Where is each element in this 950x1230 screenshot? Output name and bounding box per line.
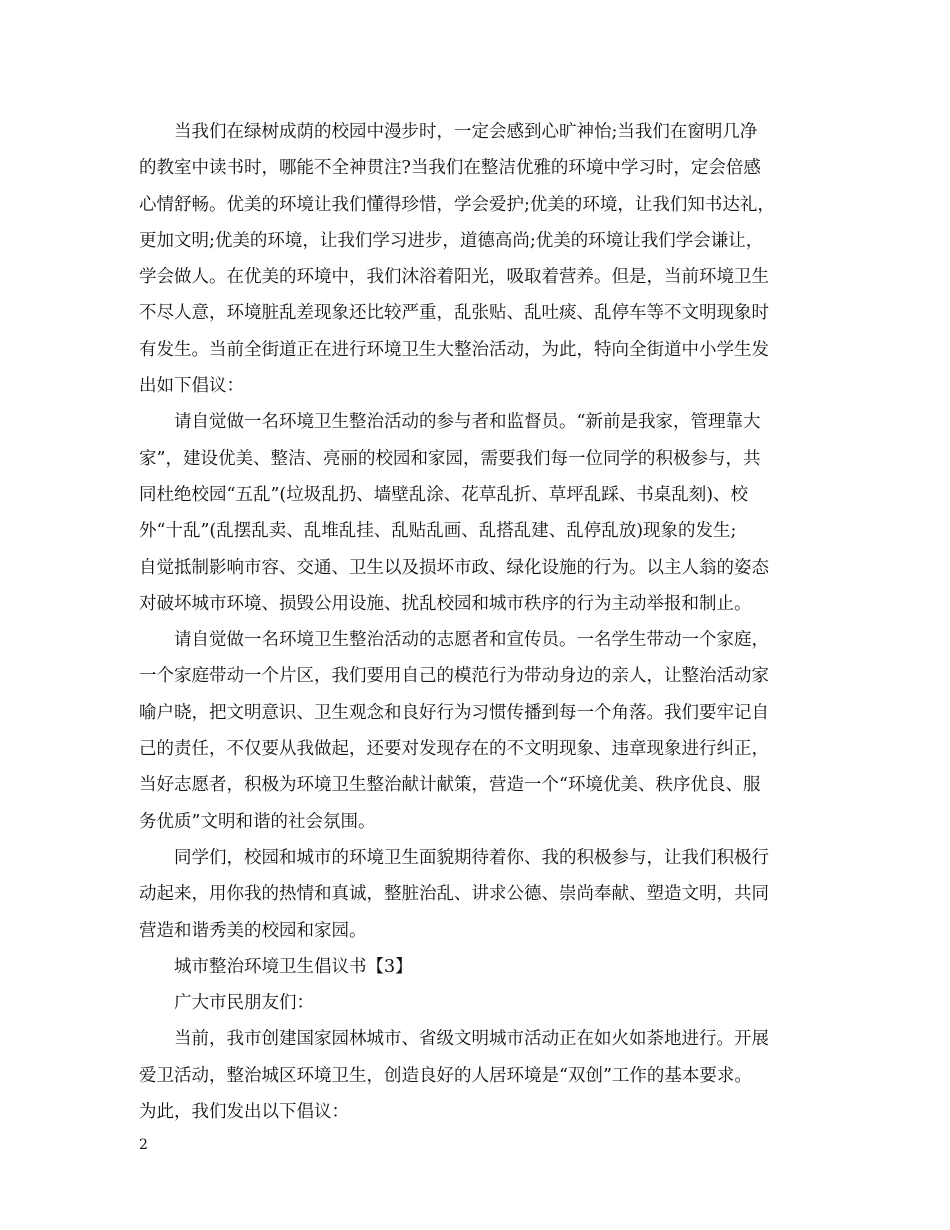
text-line: 不尽人意，环境脏乱差现象还比较严重，乱张贴、乱吐痰、乱停车等不文明现象时 [139,303,769,324]
text-line: 心情舒畅。优美的环境让我们懂得珍惜，学会爱护;优美的环境，让我们知书达礼， [139,194,775,215]
text-line: 同杜绝校园“五乱”(垃圾乱扔、墙壁乱涂、花草乱折、草坪乱踩、书桌乱刻)、校 [139,484,749,505]
text-line: 己的责任，不仅要从我做起，还要对发现存在的不文明现象、违章现象进行纠正， [139,739,769,760]
text-line: 请自觉做一名环境卫生整治活动的志愿者和宣传员。一名学生带动一个家庭， [174,630,769,651]
text-line: 请自觉做一名环境卫生整治活动的参与者和监督员。“新前是我家，管理靠大 [174,412,761,433]
text-line: 动起来，用你我的热情和真诚，整脏治乱、讲求公德、崇尚奉献、塑造文明，共同 [139,884,769,905]
document-body [139,114,839,1130]
text-line: 一个家庭带动一个片区，我们要用自己的模范行为带动身边的亲人，让整治活动家 [139,666,769,687]
text-line: 自觉抵制影响市容、交通、卫生以及损坏市政、绿化设施的行为。以主人翁的姿态 [139,557,769,578]
text-line: 为此，我们发出以下倡议： [139,1102,349,1123]
text-line: 营造和谐秀美的校园和家园。 [139,920,367,941]
salutation: 广大市民朋友们： [174,993,314,1014]
text-line: 外“十乱”(乱摆乱卖、乱堆乱挂、乱贴乱画、乱搭乱建、乱停乱放)现象的发生; [139,521,737,542]
text-line: 出如下倡议： [139,376,244,397]
page-number: 2 [139,1137,148,1153]
text-line: 喻户晓，把文明意识、卫生观念和良好行为习惯传播到每一个角落。我们要牢记自 [139,702,769,723]
text-line: 的教室中读书时，哪能不全神贯注?当我们在整洁优雅的环境中学习时，定会倍感 [139,158,761,179]
text-line: 学会做人。在优美的环境中，我们沐浴着阳光，吸取着营养。但是，当前环境卫生 [139,267,769,288]
text-line: 务优质”文明和谐的社会氛围。 [139,811,376,832]
text-line: 同学们，校园和城市的环境卫生面貌期待着你、我的积极参与，让我们积极行 [174,847,769,868]
text-line: 对破坏城市环境、损毁公用设施、扰乱校园和城市秩序的行为主动举报和制止。 [139,593,752,614]
text-line: 爱卫活动，整治城区环境卫生，创造良好的人居环境是“双创”工作的基本要求。 [139,1065,752,1086]
text-line: 家”，建设优美、整洁、亮丽的校园和家园，需要我们每一位同学的积极参与，共 [139,448,761,469]
section-heading: 城市整治环境卫生倡议书【3】 [174,956,413,977]
text-line: 当好志愿者，积极为环境卫生整治献计献策，营造一个“环境优美、秩序优良、服 [139,775,761,796]
text-line: 有发生。当前全街道正在进行环境卫生大整治活动，为此，特向全街道中小学生发 [139,339,769,360]
text-line: 当前，我市创建国家园林城市、省级文明城市活动正在如火如荼地进行。开展 [174,1029,769,1050]
text-line: 当我们在绿树成荫的校园中漫步时，一定会感到心旷神怡;当我们在窗明几净 [174,122,758,142]
text-line: 更加文明;优美的环境，让我们学习进步，道德高尚;优美的环境让我们学会谦让， [139,230,764,251]
